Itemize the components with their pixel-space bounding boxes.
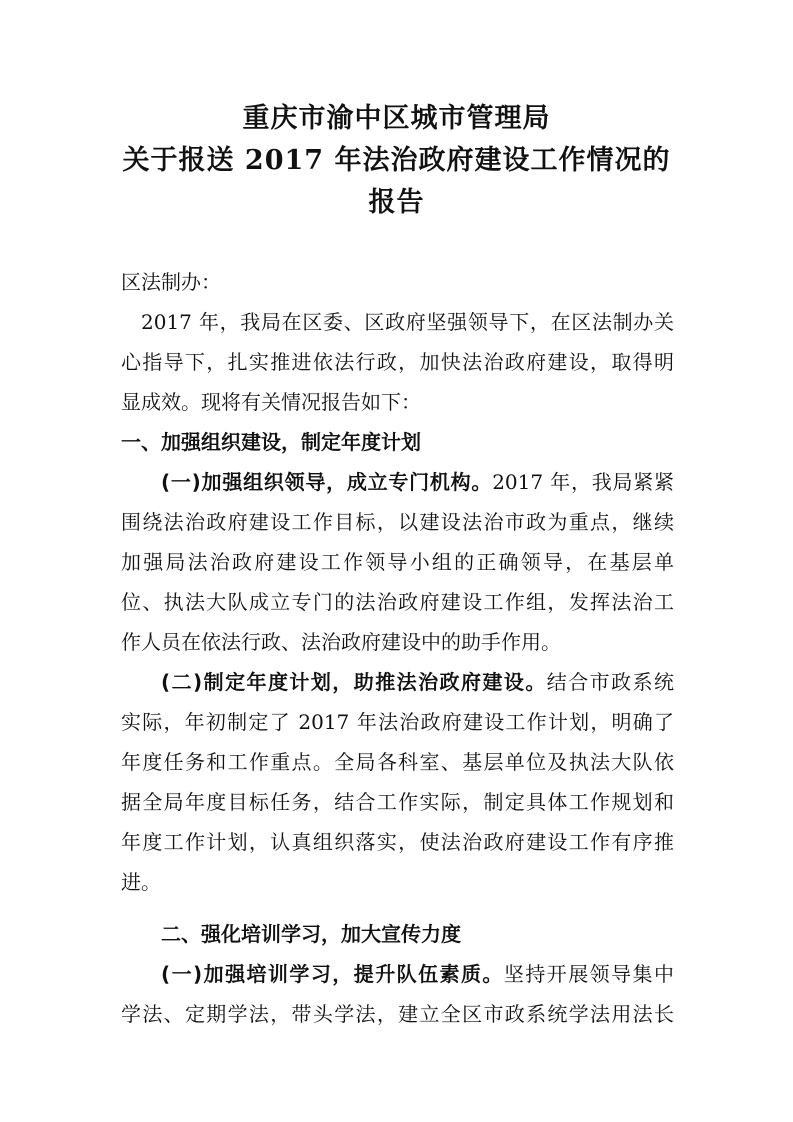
s1-p2-line-1 <box>121 662 674 702</box>
s1-p1-line-1 <box>121 462 674 502</box>
s1-p2-first-rest: 结合市政系统 <box>546 670 675 694</box>
intro-line-2: 心指导下，扎实推进依法行政，加快法治政府建设，取得明 <box>121 350 674 374</box>
s1-p2-line-5: 年度工作计划，认真组织落实，使法治政府建设工作有序推 <box>121 830 674 854</box>
s1-p1-line-4: 位、执法大队成立专门的法治政府建设工作组，发挥法治工 <box>121 590 674 614</box>
title-line-2: 关于报送 2017 年法治政府建设工作情况的 <box>122 145 671 176</box>
s1-p2-lead: (二)制定年度计划，助推法治政府建设。 <box>161 670 547 694</box>
s1-p1-line-5: 作人员在依法行政、法治政府建设中的助手作用。 <box>121 630 561 654</box>
addressee: 区法制办： <box>121 270 221 294</box>
section-gap <box>121 902 674 914</box>
title-line-1: 重庆市渝中区城市管理局 <box>242 103 551 134</box>
s2-p1-line-2: 学法、定期学法，带头学法，建立全区市政系统学法用法长 <box>121 1002 674 1026</box>
s1-p2-line-3: 年度任务和工作重点。全局各科室、基层单位及执法大队依 <box>121 750 674 774</box>
intro-line-1: 2017 年，我局在区委、区政府坚强领导下，在区法制办关 <box>141 310 674 334</box>
s1-p2-line-4: 据全局年度目标任务，结合工作实际，制定具体工作规划和 <box>121 790 674 814</box>
document-body <box>121 262 674 1034</box>
s1-p2-line-2: 实际，年初制定了 2017 年法治政府建设工作计划，明确了 <box>121 710 674 734</box>
s1-p1-lead: (一)加强组织领导，成立专门机构。 <box>161 470 493 494</box>
s2-p1-first-rest: 坚持开展领导集中 <box>503 962 675 986</box>
s1-p1-first-rest: 2017 年，我局紧紧 <box>492 470 674 494</box>
section-2-heading: 二、强化培训学习，加大宣传力度 <box>161 922 461 946</box>
s1-p1-line-3: 加强局法治政府建设工作领导小组的正确领导，在基层单 <box>121 550 674 574</box>
title-line-3: 报告 <box>368 187 425 218</box>
s1-p1-line-2: 围绕法治政府建设工作目标，以建设法治市政为重点，继续 <box>121 510 674 534</box>
document-title <box>0 98 793 224</box>
section-1-heading: 一、加强组织建设，制定年度计划 <box>121 430 421 454</box>
intro-line-3: 显成效。现将有关情况报告如下： <box>121 390 421 414</box>
s2-p1-line-1 <box>121 954 674 994</box>
s1-p2-line-6: 进。 <box>121 870 161 894</box>
s2-p1-lead: (一)加强培训学习，提升队伍素质。 <box>161 962 504 986</box>
